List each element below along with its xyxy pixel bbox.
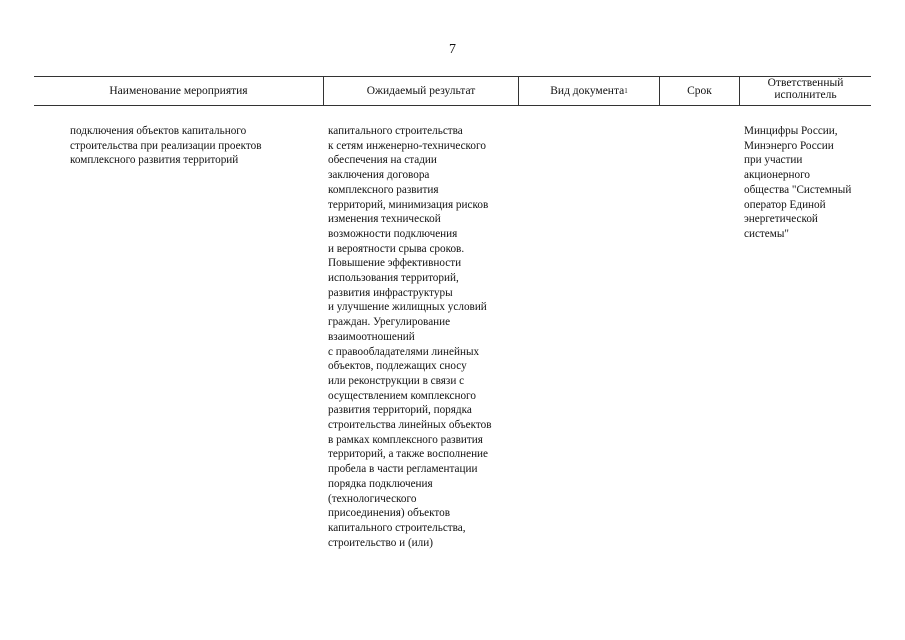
text-line: капитального строительства bbox=[328, 125, 463, 137]
text-line: осуществлением комплексного bbox=[328, 389, 476, 402]
text-line: порядка подключения bbox=[328, 477, 433, 490]
text-line: граждан. Урегулирование bbox=[328, 316, 451, 329]
text-line: акционерного bbox=[744, 169, 810, 182]
text-line: заключения договора bbox=[328, 169, 430, 182]
header-responsible-line1: Ответственный bbox=[767, 77, 844, 89]
cell-result bbox=[328, 124, 528, 550]
text-line: оператор Единой bbox=[744, 198, 826, 211]
header-responsible-line2: исполнитель bbox=[774, 89, 837, 101]
text-line: объектов, подлежащих сносу bbox=[328, 360, 467, 373]
text-line: Минцифры России, bbox=[744, 125, 838, 137]
text-line: капитального строительства, bbox=[328, 521, 466, 534]
header-doc-type-label: Вид документа bbox=[550, 85, 625, 97]
header-responsible bbox=[740, 77, 871, 105]
text-line: общества "Системный bbox=[744, 183, 852, 196]
text-line: строительства линейных объектов bbox=[328, 419, 492, 432]
text-line: присоединения) объектов bbox=[328, 507, 451, 520]
text-line: пробела в части регламентации bbox=[328, 463, 478, 476]
text-line: взаимоотношений bbox=[328, 330, 415, 343]
text-line: при участии bbox=[744, 154, 803, 167]
text-line: развития инфраструктуры bbox=[328, 286, 453, 299]
header-result: Ожидаемый результат bbox=[324, 77, 519, 105]
text-line: развития территорий, порядка bbox=[328, 404, 472, 417]
text-line: системы" bbox=[744, 227, 789, 240]
text-line: использования территорий, bbox=[328, 272, 459, 285]
text-line: строительство и (или) bbox=[328, 536, 433, 549]
text-line: комплексного развития bbox=[328, 183, 439, 196]
text-line: строительства при реализации проектов bbox=[70, 139, 262, 152]
text-line: в рамках комплексного развития bbox=[328, 433, 483, 446]
text-line: и вероятности срыва сроков. bbox=[328, 242, 465, 255]
page-number: 7 bbox=[449, 42, 456, 57]
text-line: к сетям инженерно-технического bbox=[328, 139, 486, 152]
text-line: обеспечения на стадии bbox=[328, 154, 437, 167]
text-line: территорий, минимизация рисков bbox=[328, 198, 489, 211]
table-header bbox=[34, 76, 871, 106]
header-name: Наименование мероприятия bbox=[34, 77, 324, 105]
text-line: комплексного развития территорий bbox=[70, 154, 239, 167]
text-line: территорий, а также восполнение bbox=[328, 448, 489, 461]
text-line: и улучшение жилищных условий bbox=[328, 301, 487, 314]
text-line: (технологического bbox=[328, 492, 417, 505]
text-line: Минэнерго России bbox=[744, 139, 834, 152]
cell-responsible bbox=[744, 124, 874, 242]
text-line: или реконструкции в связи с bbox=[328, 374, 465, 387]
text-line: возможности подключения bbox=[328, 227, 458, 240]
header-doc-type: Вид документа 1 bbox=[519, 77, 660, 105]
cell-name bbox=[70, 124, 320, 168]
text-line: Повышение эффективности bbox=[328, 257, 462, 270]
text-line: подключения объектов капитального bbox=[70, 125, 247, 137]
text-line: изменения технической bbox=[328, 213, 441, 226]
header-deadline: Срок bbox=[660, 77, 740, 105]
text-line: энергетической bbox=[744, 213, 818, 226]
text-line: с правообладателями линейных bbox=[328, 345, 480, 358]
